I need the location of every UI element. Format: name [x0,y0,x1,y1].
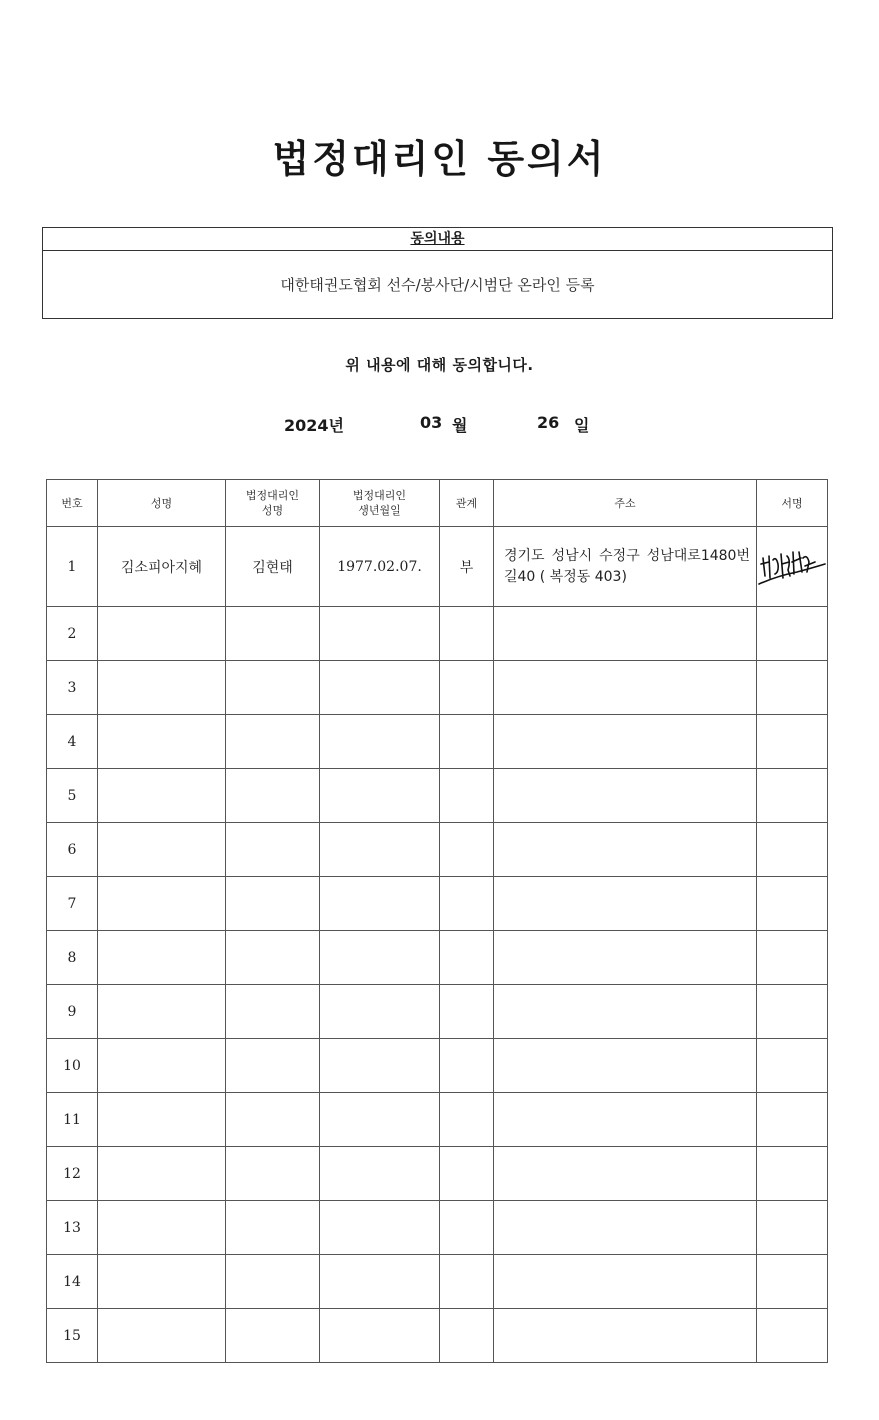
cell-guardian-birth [320,607,440,661]
date-year: 2024년 [284,416,344,435]
cell-signature [757,1201,828,1255]
cell-no: 12 [47,1147,98,1201]
table-row [47,527,828,607]
cell-guardian-birth [320,823,440,877]
cell-address [494,1255,757,1309]
cell-no: 1 [47,527,98,607]
cell-signature [757,661,828,715]
cell-signature [757,607,828,661]
cell-address [494,1201,757,1255]
document-title: 법정대리인 동의서 [272,136,607,181]
table-row [47,931,828,985]
cell-address [494,661,757,715]
table-row [47,1201,828,1255]
cell-relation [440,1201,494,1255]
cell-relation [440,985,494,1039]
cell-signature [757,527,828,607]
cell-signature [757,1093,828,1147]
cell-address [494,1039,757,1093]
cell-guardian-birth: 1977.02.07. [320,527,440,607]
cell-address [494,769,757,823]
cell-signature [757,823,828,877]
cell-guardian-name [226,985,320,1039]
cell-guardian-birth [320,1201,440,1255]
cell-name [98,661,226,715]
consent-header-label: 동의내용 [410,231,465,247]
cell-address [494,1147,757,1201]
table-row [47,1255,828,1309]
cell-guardian-name [226,1201,320,1255]
cell-relation [440,823,494,877]
cell-signature [757,1147,828,1201]
cell-relation: 부 [440,527,494,607]
cell-relation [440,1309,494,1363]
table-row [47,1147,828,1201]
cell-name [98,1255,226,1309]
cell-guardian-birth [320,1147,440,1201]
cell-guardian-name [226,715,320,769]
cell-address [494,1309,757,1363]
table-row [47,769,828,823]
consent-body: 대한태권도협회 선수/봉사단/시범단 온라인 등록 [280,276,595,294]
cell-guardian-birth [320,715,440,769]
cell-guardian-name [226,769,320,823]
cell-address [494,985,757,1039]
cell-address [494,931,757,985]
cell-address [494,823,757,877]
cell-name [98,715,226,769]
header-signature: 서명 [757,480,828,527]
cell-signature [757,715,828,769]
cell-no: 10 [47,1039,98,1093]
cell-name [98,1309,226,1363]
cell-address [494,877,757,931]
cell-no: 13 [47,1201,98,1255]
cell-guardian-birth [320,1039,440,1093]
cell-name [98,823,226,877]
cell-name [98,769,226,823]
header-name: 성명 [98,480,226,527]
cell-name [98,607,226,661]
cell-guardian-birth [320,877,440,931]
cell-guardian-birth [320,661,440,715]
cell-relation [440,877,494,931]
cell-guardian-birth [320,1093,440,1147]
table-row [47,1309,828,1363]
header-guardian-name: 법정대리인 성명 [226,480,320,527]
signers-table [46,479,828,1363]
header-guardian-birth: 법정대리인 생년월일 [320,480,440,527]
cell-relation [440,715,494,769]
cell-name [98,1093,226,1147]
table-body [47,527,828,1363]
handwritten-signature-icon [757,542,827,592]
cell-name [98,1201,226,1255]
cell-guardian-name [226,661,320,715]
consent-box [42,227,833,319]
cell-no: 4 [47,715,98,769]
cell-guardian-name [226,1147,320,1201]
cell-relation [440,661,494,715]
date-month-label: 월 [452,416,468,435]
cell-no: 6 [47,823,98,877]
cell-signature [757,1309,828,1363]
cell-signature [757,1039,828,1093]
cell-name [98,1147,226,1201]
table-row [47,661,828,715]
table-row [47,1039,828,1093]
cell-name [98,985,226,1039]
cell-no: 15 [47,1309,98,1363]
cell-relation [440,1147,494,1201]
table-header-row [47,480,828,527]
cell-name [98,877,226,931]
consent-header [43,228,832,251]
agree-statement: 위 내용에 대해 동의합니다. [345,356,534,374]
cell-no: 14 [47,1255,98,1309]
cell-no: 7 [47,877,98,931]
cell-no: 9 [47,985,98,1039]
cell-guardian-name [226,877,320,931]
cell-guardian-name [226,823,320,877]
cell-name [98,1039,226,1093]
cell-no: 3 [47,661,98,715]
table-row [47,715,828,769]
cell-address [494,1093,757,1147]
cell-address: 경기도 성남시 수정구 성남대로1480번길40 ( 복정동 403) [494,527,757,607]
cell-no: 2 [47,607,98,661]
header-no: 번호 [47,480,98,527]
cell-signature [757,931,828,985]
header-relation: 관계 [440,480,494,527]
cell-relation [440,607,494,661]
cell-signature [757,769,828,823]
cell-relation [440,931,494,985]
cell-guardian-name [226,1093,320,1147]
cell-signature [757,985,828,1039]
cell-guardian-name [226,931,320,985]
cell-guardian-name [226,607,320,661]
table-row [47,877,828,931]
cell-signature [757,1255,828,1309]
cell-address [494,607,757,661]
cell-relation [440,769,494,823]
cell-guardian-name [226,1309,320,1363]
cell-guardian-name [226,1255,320,1309]
cell-guardian-name [226,1039,320,1093]
cell-name: 김소피아지혜 [98,527,226,607]
cell-relation [440,1093,494,1147]
cell-signature [757,877,828,931]
date-month-value: 03 [420,413,443,432]
date-day-value: 26 [537,413,560,432]
cell-no: 11 [47,1093,98,1147]
table-row [47,1093,828,1147]
cell-no: 8 [47,931,98,985]
cell-name [98,931,226,985]
cell-guardian-birth [320,769,440,823]
cell-no: 5 [47,769,98,823]
cell-relation [440,1255,494,1309]
date-day-label: 일 [574,416,590,435]
table-row [47,985,828,1039]
cell-guardian-birth [320,1309,440,1363]
header-address: 주소 [494,480,757,527]
table-row [47,823,828,877]
cell-guardian-name: 김현태 [226,527,320,607]
cell-relation [440,1039,494,1093]
cell-guardian-birth [320,931,440,985]
table-row [47,607,828,661]
cell-guardian-birth [320,1255,440,1309]
cell-guardian-birth [320,985,440,1039]
cell-address [494,715,757,769]
